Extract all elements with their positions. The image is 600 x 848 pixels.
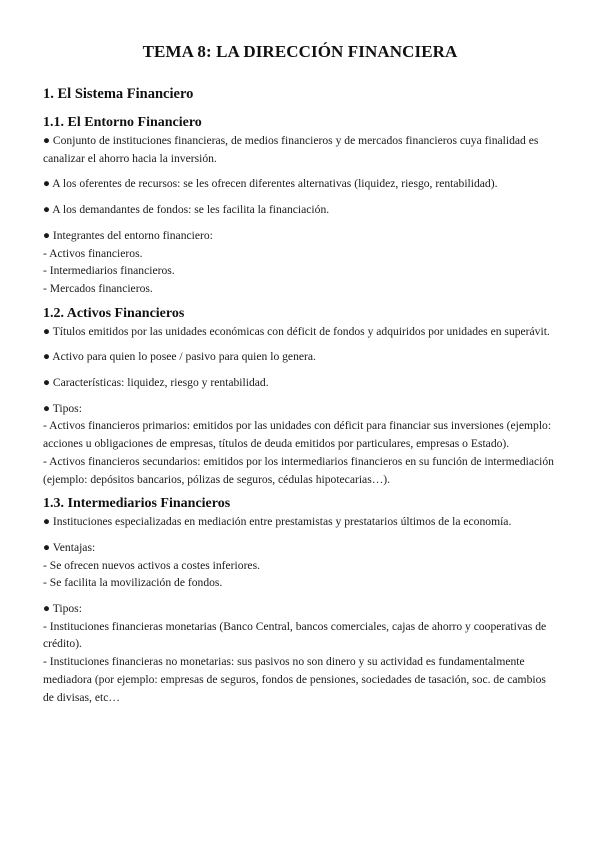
list-item: - Se ofrecen nuevos activos a costes inferiores. <box>43 558 260 572</box>
subsection-heading-entorno: 1.1. El Entorno Financiero <box>43 115 202 130</box>
paragraph: ● A los demandantes de fondos: se les facilita la financiación. <box>43 203 330 217</box>
list-label: ● Tipos: <box>43 602 82 616</box>
section-entorno-financiero <box>43 115 557 298</box>
list-item: - Intermediarios financieros. <box>43 264 175 278</box>
section-intermediarios-financieros <box>43 496 557 706</box>
section-heading-sistema-financiero: 1. El Sistema Financiero <box>43 86 194 102</box>
list-item: - Activos financieros. <box>43 246 143 260</box>
list-tipos-activos <box>43 400 557 489</box>
list-tipos-intermediarios <box>43 600 557 706</box>
document-page <box>43 42 557 714</box>
paragraph: ● A los oferentes de recursos: se les ofrecen diferentes alternativas (liquidez, riesgo, rentabilidad). <box>43 177 498 191</box>
paragraph: ● Títulos emitidos por las unidades económicas con déficit de fondos y adquiridos por unidades en superávit. <box>43 324 550 338</box>
page-title: TEMA 8: LA DIRECCIÓN FINANCIERA <box>142 42 458 61</box>
list-label: ● Tipos: <box>43 401 82 415</box>
paragraph: ● Activo para quien lo posee / pasivo para quien lo genera. <box>43 350 316 364</box>
list-item: - Activos financieros secundarios: emitidos por los intermediarios financieros en su función de intermediación (ejemplo: depósitos bancarios, pólizas de seguros, cédulas hipotecarias…). <box>43 454 554 486</box>
list-item: - Activos financieros primarios: emitidos por las unidades con déficit para financiar sus inversiones (ejemplo: acciones u obligaciones de empresas, títulos de deuda emitidos por particulares, empresas o Estado). <box>43 419 552 451</box>
list-item: ● Ventajas: <box>43 540 96 554</box>
subsection-heading-activos: 1.2. Activos Financieros <box>43 305 185 321</box>
list-item: ● Integrantes del entorno financiero: <box>43 228 213 242</box>
list-item: - Instituciones financieras no monetarias: sus pasivos no son dinero y su actividad es fundamentalmente mediadora (por ejemplo: empresas de seguros, fondos de pensiones, sociedades de tasación, soc. de cambios de divisas, etc… <box>43 655 546 704</box>
section-activos-financieros <box>43 306 557 489</box>
list-ventajas <box>43 539 557 592</box>
list-item: - Se facilita la movilización de fondos. <box>43 576 223 590</box>
paragraph: ● Instituciones especializadas en mediación entre prestamistas y prestatarios últimos de la economía. <box>43 515 512 529</box>
list-integrantes <box>43 227 557 298</box>
subsection-heading-intermediarios: 1.3. Intermediarios Financieros <box>43 496 231 512</box>
paragraph: ● Conjunto de instituciones financieras, de medios financieros y de mercados financieros cuya finalidad es canalizar el ahorro hacia la inversión. <box>43 134 539 165</box>
list-item: - Mercados financieros. <box>43 281 153 295</box>
list-item: - Instituciones financieras monetarias (Banco Central, bancos comerciales, cajas de ahorro y cooperativas de crédito). <box>43 619 547 651</box>
paragraph: ● Características: liquidez, riesgo y rentabilidad. <box>43 376 269 390</box>
